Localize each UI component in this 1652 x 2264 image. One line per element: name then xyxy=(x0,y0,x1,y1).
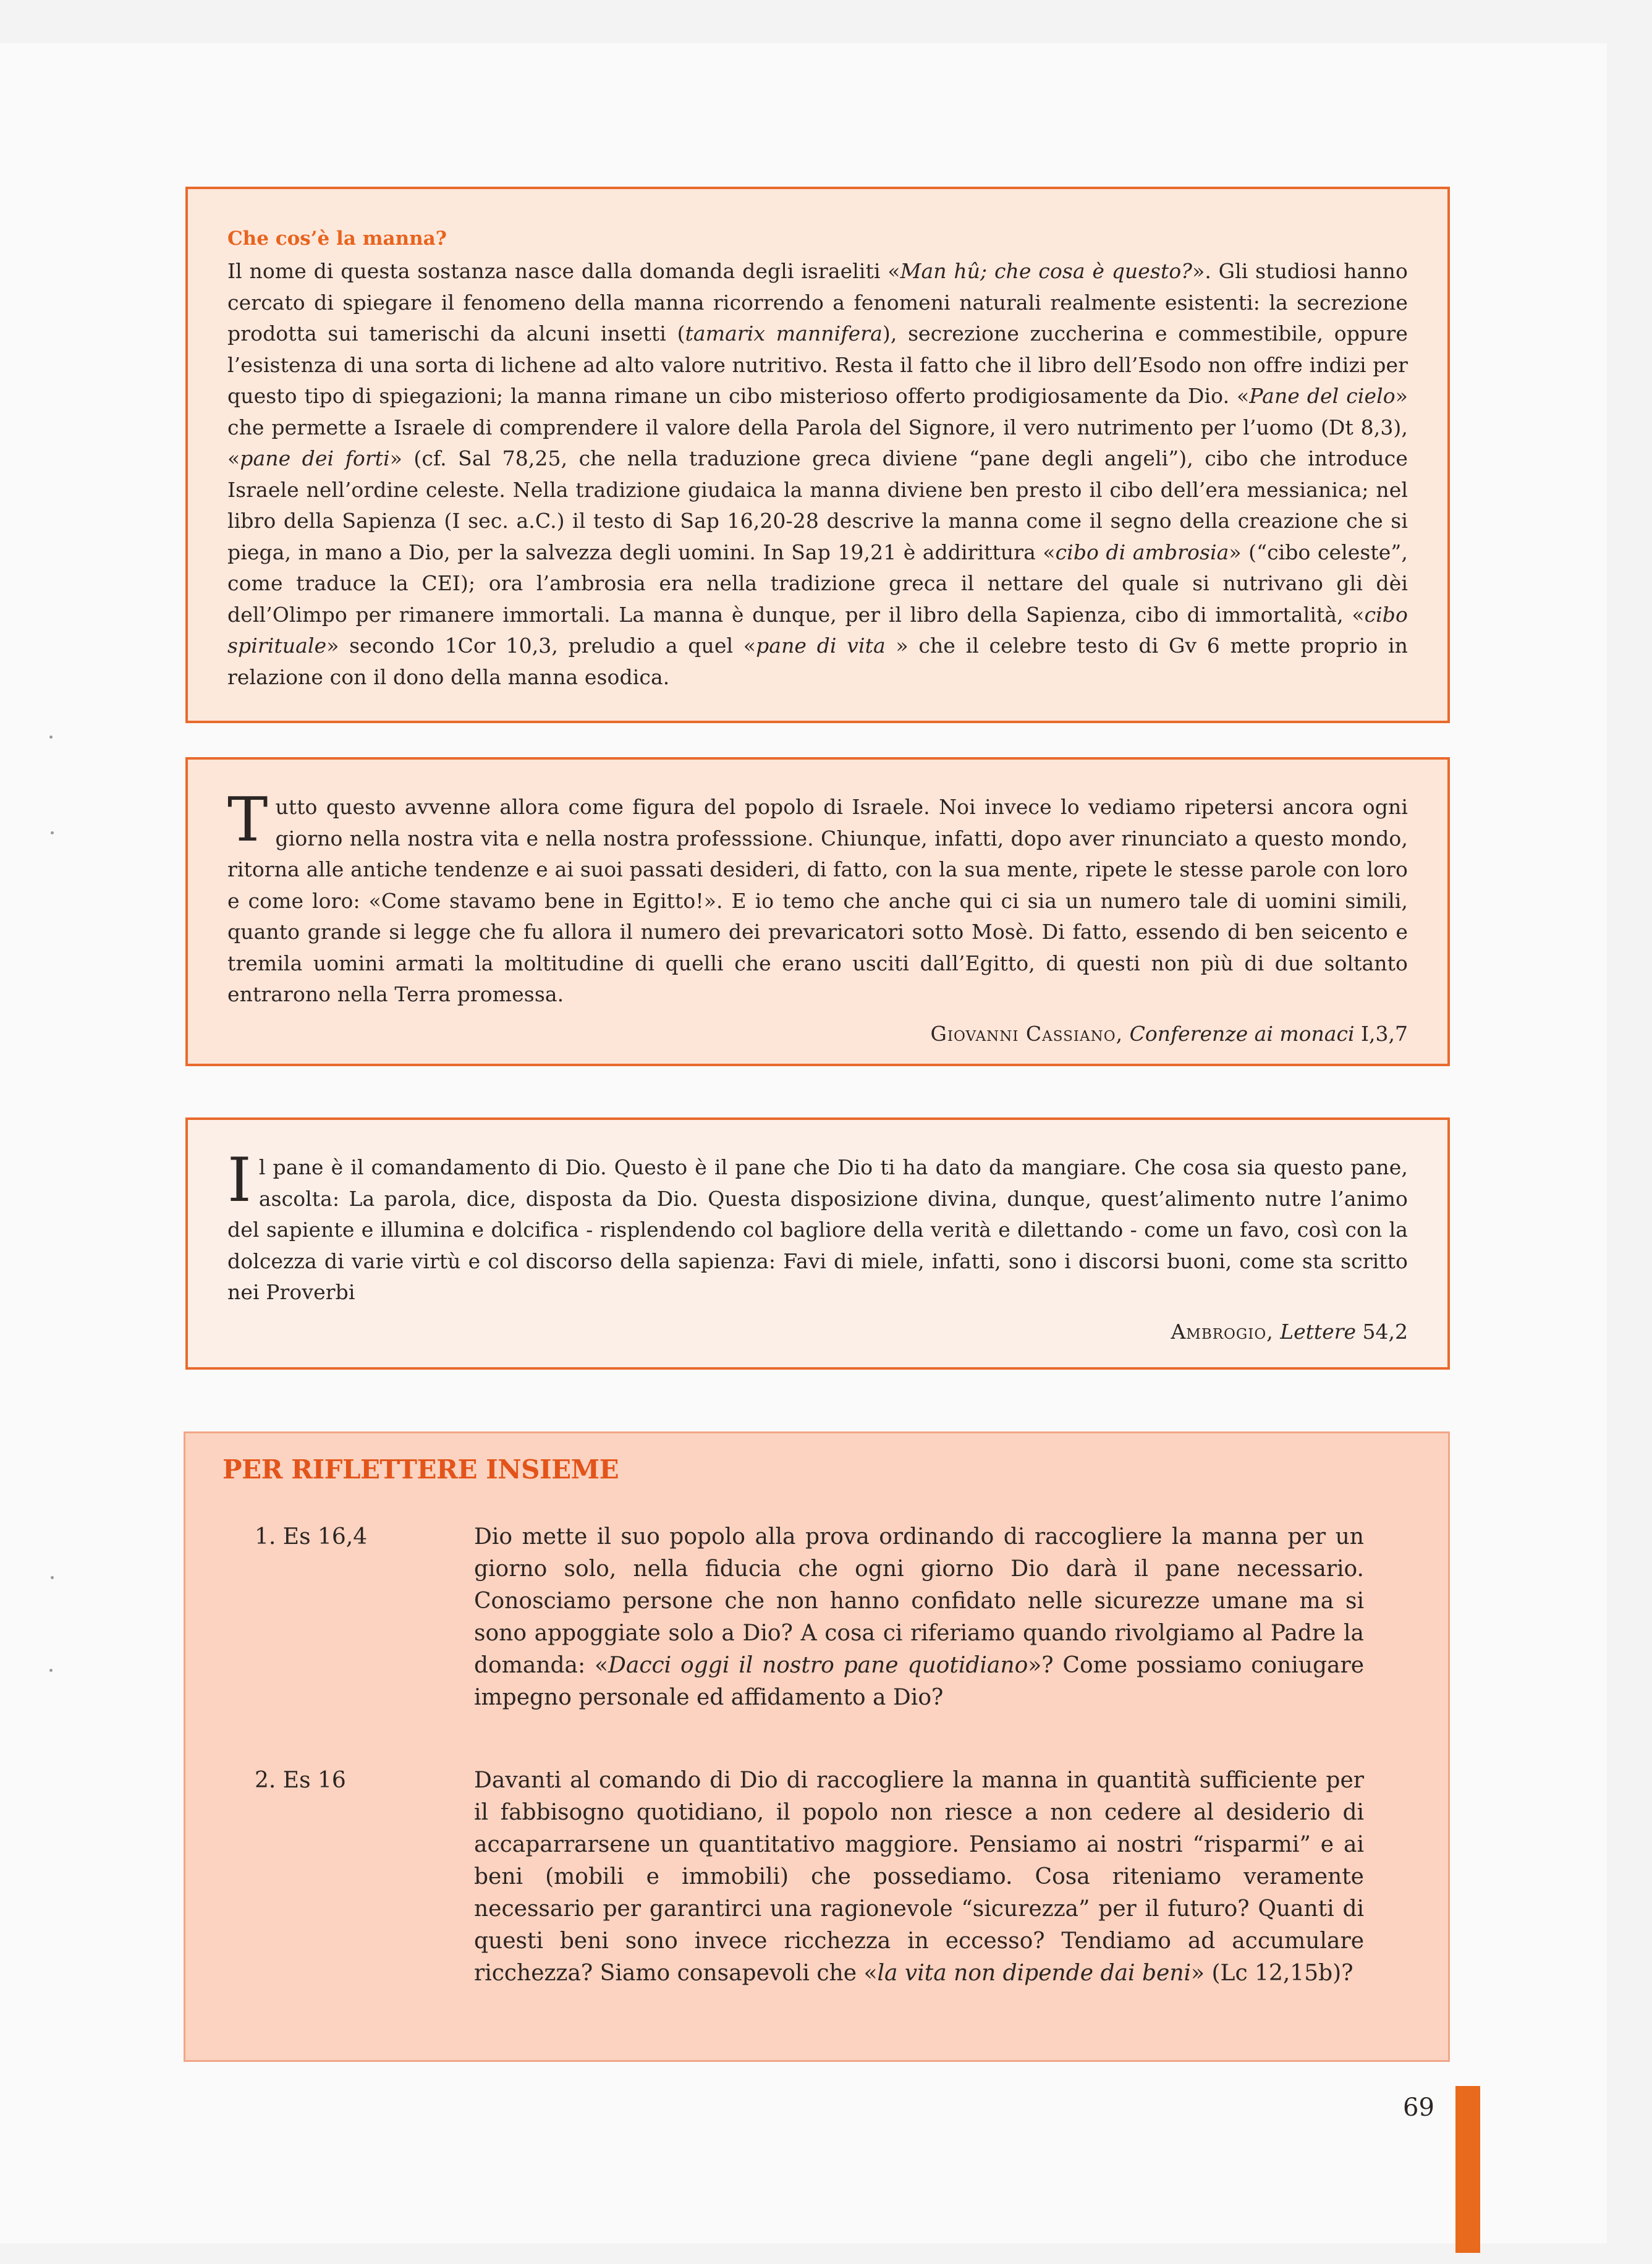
cassiano-paragraph xyxy=(227,785,1408,1011)
text-segment: » (Lc 12,15b)? xyxy=(1191,1961,1353,1986)
attribution xyxy=(227,1318,1408,1346)
text-segment: » che permette a Israele di comprendere il valore della Parola del Signore, il vero nutrimento per l’uomo (Dt 8,3), « xyxy=(227,384,1408,470)
text-segment: » secondo 1Cor 10,3, preludio a quel « xyxy=(326,634,756,658)
text-segment: ), secrezione zuccherina e commestibile, oppure l’esistenza di una sorta di lichene ad alto valore nutritivo. Resta il fatto che il libro dell’Esodo non offre indizi per questo tipo di spiegazioni; la manna rimane un cibo misterioso offerto prodigiosamente da Dio. « xyxy=(227,321,1408,408)
binding-hole xyxy=(51,831,54,834)
question-reference: 2. Es 16 xyxy=(255,1768,346,1793)
quote-text: utto questo avvenne allora come figura del popolo di Israele. Noi invece lo vediamo ripetersi ancora ogni giorno nella nostra vita e nella nostra professsione. Chiunque, infatti, dopo aver rinunciato a questo mondo, ritorna alle antiche tendenze e ai suoi passati desideri, di fatto, con la sua mente, ripete le stesse parole con loro e come loro: «Come stavamo bene in Egitto!». E io temo che anche qui ci sia un numero tale di uomini simili, quanto grande si legge che fu allora il numero dei prevaricatori sotto Mosè. Di fatto, essendo di ben seicento e tremila uomini armati la moltitudine di quelli che erano usciti dall’Egitto, di questi non più di due soltanto entrarono nella Terra promessa. xyxy=(227,795,1408,1006)
ambrogio-paragraph xyxy=(227,1145,1408,1308)
binding-hole xyxy=(49,1669,53,1672)
cassiano-quote-box xyxy=(185,757,1450,1066)
text-segment: » (cf. Sal 78,25, che nella traduzione greca diviene “pane degli angeli”), cibo che introduce Israele nell’ordine celeste. Nella tradizione giudaica la manna diviene ben presto il cibo dell’era messianica; nel libro della Sapienza (I sec. a.C.) il testo di Sap 16,20-28 descrive la manna come il segno della creazione che si piega, in mano a Dio, per la salvezza degli uomini. In Sap 19,21 è addirittura « xyxy=(227,446,1408,564)
drop-cap: I xyxy=(227,1145,252,1216)
text-segment: »? Come possiamo coniugare impegno personale ed affidamento a Dio? xyxy=(474,1653,1365,1710)
page-tab-marker xyxy=(1455,2086,1480,2253)
text-segment: » (“cibo celeste”, come traduce la CEI); ora l’ambrosia era nella tradizione greca il nettare del quale si nutrivano gli dèi dell’Olimpo per rimanere immortali. La manna è dunque, per il libro della Sapienza, cibo di immortalità, « xyxy=(227,540,1408,627)
reflection-box xyxy=(184,1431,1450,2062)
box-title: Che cos’è la manna? xyxy=(227,227,447,250)
italic-segment: la vita non dipende dai beni xyxy=(877,1961,1192,1986)
italic-segment: cibo spirituale xyxy=(227,602,1408,658)
italic-segment: Man hû; che cosa è questo? xyxy=(900,259,1193,283)
work-reference: 54,2 xyxy=(1356,1319,1408,1344)
author-name: Giovanni Cassiano, xyxy=(930,1021,1124,1046)
question-reference: 1. Es 16,4 xyxy=(255,1524,368,1550)
text-segment: » che il celebre testo di Gv 6 mette proprio in relazione con il dono della manna esodica. xyxy=(227,634,1408,689)
reflection-title: PER RIFLETTERE INSIEME xyxy=(222,1454,619,1485)
ambrogio-quote-box xyxy=(185,1117,1450,1370)
binding-hole xyxy=(51,1576,54,1579)
work-title: Lettere xyxy=(1280,1319,1357,1344)
author-name: Ambrogio, xyxy=(1171,1319,1274,1344)
page-number: 69 xyxy=(1403,2093,1434,2122)
text-segment: Davanti al comando di Dio di raccogliere la manna in quantità sufficiente per il fabbisogno quotidiano, il popolo non riesce a non cedere al desiderio di accaparrarsene un quantitativo maggiore. Pensiamo ai nostri “risparmi” e ai beni (mobili e immobili) che possediamo. Cosa riteniamo veramente necessario per garantirci una ragionevole “sicurezza” per il futuro? Quanti di questi beni sono invece ricchezza in eccesso? Tendiamo ad accumulare ricchezza? Siamo consapevoli che « xyxy=(474,1768,1364,1986)
drop-cap: T xyxy=(227,785,268,855)
question-text xyxy=(474,1765,1364,1990)
manna-paragraph xyxy=(227,256,1408,693)
work-reference: I,3,7 xyxy=(1354,1021,1408,1046)
attribution xyxy=(227,1020,1408,1048)
text-segment: Dio mette il suo popolo alla prova ordinando di raccogliere la manna per un giorno solo, nella fiducia che ogni giorno Dio darà il pane necessario. Conosciamo persone che non hanno confidato nelle sicurezze umane ma si sono appoggiate solo a Dio? A cosa ci riferiamo quando rivolgiamo al Padre la domanda: « xyxy=(474,1524,1364,1678)
italic-segment: Pane del cielo xyxy=(1249,384,1396,408)
quote-text: l pane è il comandamento di Dio. Questo è il pane che Dio ti ha dato da mangiare. Che cosa sia questo pane, ascolta: La parola, dice, disposta da Dio. Questa disposizione divina, dunque, quest’alimento nutre l’animo del sapiente e illumina e dolcifica - risplendendo col bagliore della verità e dilettando - come un favo, così con la dolcezza di varie virtù e col discorso della sapienza: Favi di miele, infatti, sono i discorsi buoni, come sta scritto nei Proverbi xyxy=(227,1155,1408,1304)
italic-segment: tamarix mannifera xyxy=(685,321,883,346)
italic-segment: cibo di ambrosia xyxy=(1055,540,1229,564)
italic-segment: pane dei forti xyxy=(240,446,390,470)
question-text xyxy=(474,1521,1364,1714)
text-segment: Il nome di questa sostanza nasce dalla domanda degli israeliti « xyxy=(227,259,900,283)
italic-segment: Dacci oggi il nostro pane quotidiano xyxy=(608,1653,1028,1678)
work-title: Conferenze ai monaci xyxy=(1129,1021,1355,1046)
binding-hole xyxy=(49,736,53,739)
italic-segment: pane di vita xyxy=(756,634,886,658)
text-segment: ». Gli studiosi hanno cercato di spiegare il fenomeno della manna ricorrendo a fenomeni naturali realmente esistenti: la secrezione prodotta sui tamerischi da alcuni insetti ( xyxy=(227,259,1408,346)
manna-info-box xyxy=(185,187,1450,723)
